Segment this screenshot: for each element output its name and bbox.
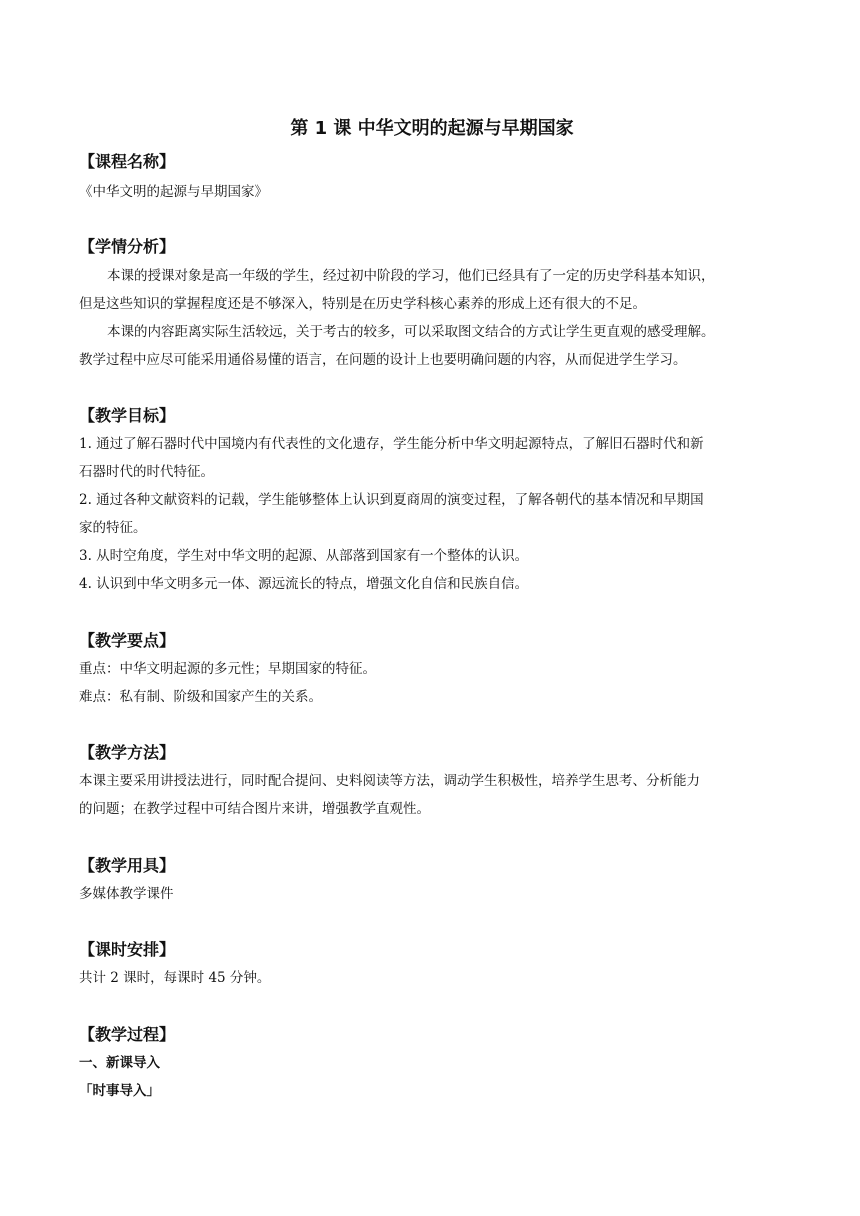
heading-methods: 【教学方法】: [79, 743, 176, 762]
process-subheading-intro: 一、新课导入: [79, 1055, 160, 1071]
student-analysis-p1-line2: 但是这些知识的掌握程度还是不够深入，特别是在历史学科核心素养的形成上还有很大的不足。: [79, 296, 646, 312]
process-subheading-current-events: 「时事导入」: [79, 1083, 160, 1099]
objective-1-line2: 石器时代的时代特征。: [79, 464, 214, 480]
student-analysis-p1-line1: 本课的授课对象是高一年级的学生，经过初中阶段的学习，他们已经具有了一定的历史学科基本知识，: [107, 268, 715, 284]
heading-student-analysis: 【学情分析】: [79, 237, 176, 256]
heading-schedule: 【课时安排】: [79, 940, 176, 959]
heading-process: 【教学过程】: [79, 1025, 176, 1044]
objective-1-line1: 1. 通过了解石器时代中国境内有代表性的文化遗存，学生能分析中华文明起源特点，了解旧石器时代和新: [79, 436, 704, 452]
objective-2-line2: 家的特征。: [79, 520, 147, 536]
heading-key-points: 【教学要点】: [79, 631, 176, 650]
heading-course-name: 【课程名称】: [79, 152, 176, 171]
key-point-text: 重点：中华文明起源的多元性；早期国家的特征。: [79, 661, 376, 677]
objective-2-line1: 2. 通过各种文献资料的记载，学生能够整体上认识到夏商周的演变过程，了解各朝代的基本情况和早期国: [79, 492, 704, 508]
student-analysis-p2-line2: 教学过程中应尽可能采用通俗易懂的语言，在问题的设计上也要明确问题的内容，从而促进学生学习。: [79, 352, 687, 368]
schedule-text: 共计 2 课时，每课时 45 分钟。: [79, 970, 271, 986]
difficult-point-text: 难点：私有制、阶级和国家产生的关系。: [79, 689, 322, 705]
student-analysis-p2-line1: 本课的内容距离实际生活较远，关于考古的较多，可以采取图文结合的方式让学生更直观的感受理解。: [107, 324, 715, 340]
heading-objectives: 【教学目标】: [79, 406, 176, 425]
tools-text: 多媒体教学课件: [79, 886, 174, 902]
methods-line1: 本课主要采用讲授法进行，同时配合提问、史料阅读等方法，调动学生积极性，培养学生思考、分析能力: [79, 773, 700, 789]
heading-tools: 【教学用具】: [79, 856, 176, 875]
objective-3: 3. 从时空角度，学生对中华文明的起源、从部落到国家有一个整体的认识。: [79, 548, 529, 564]
page-title: 第 1 课 中华文明的起源与早期国家: [290, 118, 574, 139]
objective-4: 4. 认识到中华文明多元一体、源远流长的特点，增强文化自信和民族自信。: [79, 576, 529, 592]
methods-line2: 的问题；在教学过程中可结合图片来讲，增强教学直观性。: [79, 801, 430, 817]
course-name-text: 《中华文明的起源与早期国家》: [79, 184, 268, 200]
